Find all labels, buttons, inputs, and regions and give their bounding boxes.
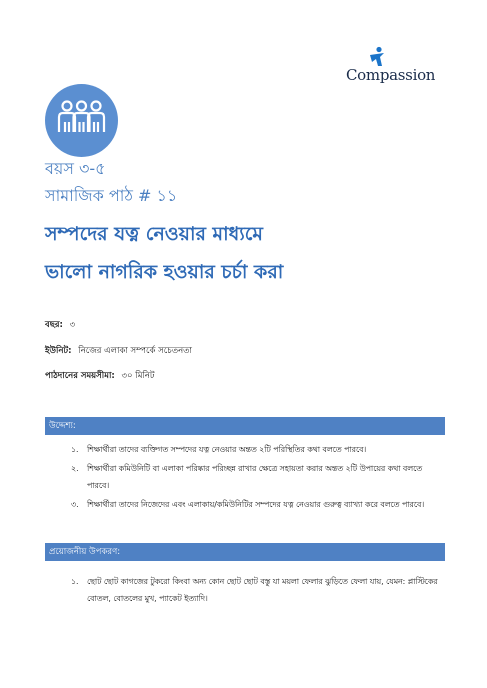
unit-value: নিজের এলাকা সম্পর্কে সচেতনতা — [78, 346, 193, 356]
objectives-heading: উদ্দেশ্য: — [45, 417, 445, 435]
meta-year — [45, 318, 75, 332]
compassion-figure-icon — [366, 46, 388, 68]
list-text: ছোট ছোট কাগজের টুকরো কিংবা অন্য কোন ছোট ছোট বস্তু যা ময়লা ফেলার ঝুড়িতে ফেলা যায়, যেমন: প্লাস্টিকের বোতল, বোতলের মুখ, প্যাকেট ইত্যাদি। — [87, 577, 438, 603]
list-number: ১. — [71, 577, 79, 586]
objectives-list — [45, 441, 445, 513]
compassion-logo — [346, 46, 446, 86]
meta-unit — [45, 344, 192, 358]
duration-value: ৩০ মিনিট — [121, 371, 155, 381]
lesson-title-line1: সম্পদের যত্ন নেওয়ার মাধ্যমে — [45, 223, 263, 245]
year-label: বছর: — [45, 320, 63, 330]
list-number: ২. — [71, 464, 79, 473]
materials-heading: প্রয়োজনীয় উপকরণ: — [45, 543, 445, 561]
list-text: শিক্ষার্থীরা তাদের নিজেদের এবং এলাকায়/কমিউনিটির সম্পদের যত্ন নেওয়ার গুরুত্ব ব্যাখ্যা করে বলতে পারবে। — [87, 500, 425, 509]
logo-text: Compassion — [346, 66, 436, 84]
list-item — [45, 573, 445, 607]
list-item — [45, 441, 445, 458]
list-text: শিক্ষার্থীরা তাদের ব্যক্তিগত সম্পদের যত্ন নেওয়ার অন্তত ২টি পরিস্থিতির কথা বলতে পারবে। — [87, 445, 367, 454]
lesson-title-line2: ভালো নাগরিক হওয়ার চর্চা করা — [45, 261, 284, 283]
unit-label: ইউনিট: — [45, 346, 72, 356]
age-range: বয়স ৩-৫ — [45, 159, 106, 178]
duration-label: পাঠদানের সময়সীমা: — [45, 371, 115, 381]
list-item — [45, 496, 445, 513]
lesson-number: সামাজিক পাঠ # ১১ — [45, 186, 178, 205]
meta-duration — [45, 369, 155, 383]
list-number: ১. — [71, 445, 79, 454]
list-number: ৩. — [71, 500, 79, 509]
list-text: শিক্ষার্থীরা কমিউনিটি বা এলাকা পরিষ্কার পরিচ্ছন্ন রাখার ক্ষেত্রে সহায়তা করার অন্তত ২টি উপায়ের কথা বলতে পারবে। — [87, 464, 423, 490]
group-of-people-icon — [45, 84, 118, 157]
materials-list — [45, 573, 445, 607]
year-value: ৩ — [69, 320, 76, 330]
list-item — [45, 460, 445, 494]
